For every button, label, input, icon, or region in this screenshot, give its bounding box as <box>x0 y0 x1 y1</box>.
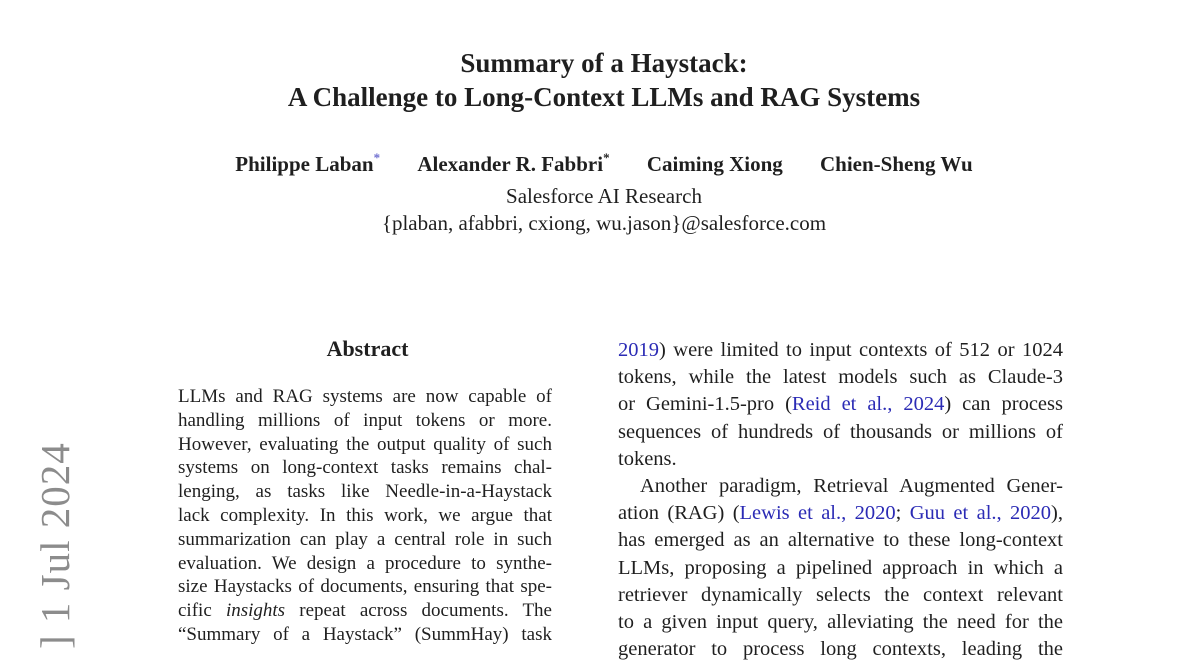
text-segment: has emerged as an alternative to these long-context <box>618 529 1063 552</box>
text-segment: tokens. <box>618 447 677 470</box>
text-segment: However, evaluating the output quality of such <box>178 433 552 455</box>
citation-link[interactable]: Reid et al., 2024 <box>791 393 945 416</box>
author-name: Chien-Sheng Wu <box>820 152 973 176</box>
text-segment: cific <box>178 600 226 622</box>
text-segment: LLMs, proposing a pipelined approach in which a <box>618 556 1063 579</box>
text-segment: ) can process <box>944 393 1063 416</box>
text-line <box>178 599 552 623</box>
author-footnote-mark: * <box>603 150 610 165</box>
text-line <box>178 433 552 457</box>
paper-title <box>145 46 1063 114</box>
text-segment: lack complexity. In this work, we argue that <box>178 504 552 526</box>
citation-link[interactable]: Guu et al., 2020 <box>909 502 1052 525</box>
author-philippe-laban <box>235 152 380 176</box>
text-line <box>178 409 552 433</box>
text-segment: evaluation. We design a procedure to synthe- <box>178 552 552 574</box>
text-segment: systems on long-context tasks remains chal- <box>178 457 552 479</box>
text-segment: ation (RAG) ( <box>618 502 740 525</box>
abstract-heading: Abstract <box>326 336 409 361</box>
text-segment: or Gemini-1.5-pro ( <box>618 393 792 416</box>
text-segment: ), <box>1051 502 1063 525</box>
text-line <box>178 456 552 480</box>
abstract-text <box>178 385 552 647</box>
text-line <box>178 480 552 504</box>
author-name: Caiming Xiong <box>646 152 783 176</box>
text-segment: size Haystacks of documents, ensuring that spe- <box>178 576 552 598</box>
text-line <box>618 364 1063 391</box>
author-name: Alexander R. Fabbri <box>417 152 604 176</box>
text-line <box>618 527 1063 554</box>
text-line <box>618 555 1063 582</box>
text-line <box>618 391 1063 418</box>
affiliation: Salesforce AI Research <box>506 184 702 208</box>
paper-title-line-2: A Challenge to Long-Context LLMs and RAG Systems <box>287 82 921 112</box>
text-line <box>178 623 552 647</box>
text-segment: generator to process long contexts, leading the <box>618 638 1063 661</box>
text-segment: ; <box>895 502 910 525</box>
text-line <box>618 609 1063 636</box>
text-segment: summarization can play a central role in such <box>178 528 552 550</box>
introduction-column-text <box>618 337 1063 663</box>
text-line <box>618 500 1063 527</box>
text-segment: handling millions of input tokens or more. <box>178 409 552 431</box>
text-segment: “Summary of a Haystack” (SummHay) task <box>178 623 552 645</box>
text-segment: to a given input query, alleviating the need for the <box>618 611 1063 634</box>
text-line <box>618 419 1063 446</box>
text-line <box>178 385 552 409</box>
author-name: Philippe Laban <box>235 152 374 176</box>
author-alexander-fabbri <box>417 152 609 176</box>
text-segment: lenging, as tasks like Needle-in-a-Haystack <box>178 481 552 503</box>
text-line <box>618 582 1063 609</box>
text-line <box>178 552 552 576</box>
text-line <box>178 528 552 552</box>
text-segment: retriever dynamically selects the context relevant <box>618 583 1063 606</box>
text-segment: ) were limited to input contexts of 512 or 1024 <box>659 339 1063 361</box>
text-line <box>178 504 552 528</box>
arxiv-date-stamp: ] 1 Jul 2024 <box>32 442 78 649</box>
text-segment: Another paradigm, Retrieval Augmented Gener- <box>640 475 1063 498</box>
citation-link[interactable]: 2019 <box>618 339 659 361</box>
text-line <box>618 446 1063 473</box>
text-line <box>618 473 1063 500</box>
text-line <box>178 575 552 599</box>
text-segment: sequences of hundreds of thousands or millions of <box>618 420 1063 443</box>
text-segment: repeat across documents. The <box>285 600 552 622</box>
author-line <box>145 151 1063 177</box>
text-line <box>618 337 1063 364</box>
citation-link[interactable]: Lewis et al., 2020 <box>739 502 896 525</box>
text-line <box>618 636 1063 663</box>
author-footnote-mark: * <box>373 150 381 165</box>
text-segment: insights <box>225 600 286 622</box>
text-segment: tokens, while the latest models such as Claude-3 <box>618 366 1063 389</box>
contact-email: {plaban, afabbri, cxiong, wu.jason}@salesforce.com <box>381 211 827 235</box>
author-chien-sheng-wu <box>820 152 973 176</box>
text-segment: LLMs and RAG systems are now capable of <box>178 386 552 407</box>
author-caiming-xiong <box>647 152 783 176</box>
paper-title-line-1: Summary of a Haystack: <box>460 48 748 78</box>
